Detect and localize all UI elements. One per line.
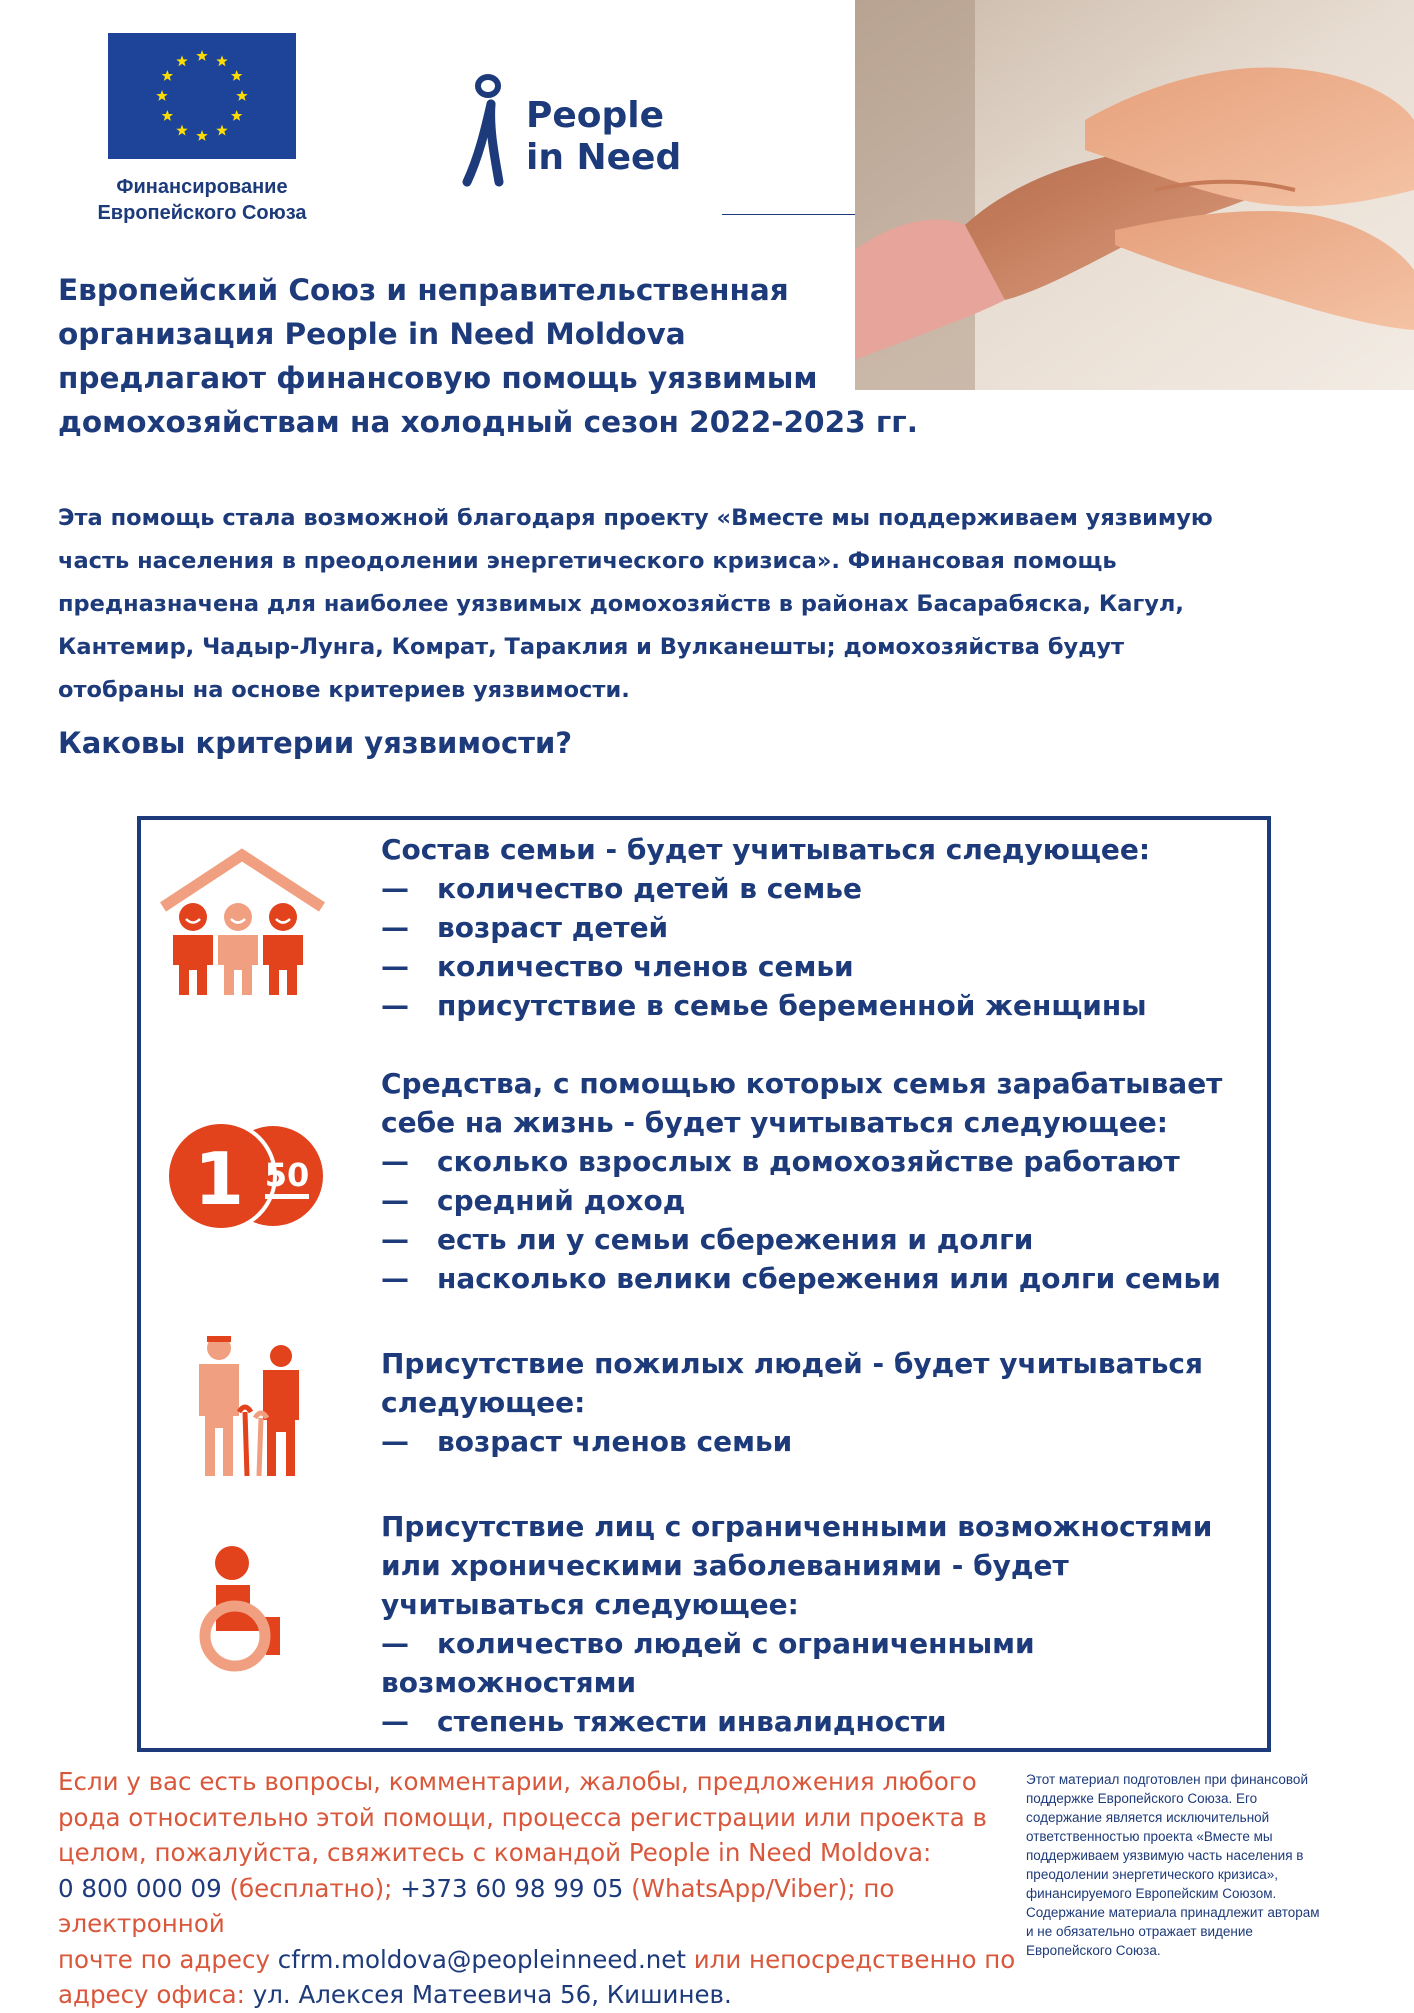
- dash: —: [381, 1705, 409, 1738]
- section-income-item: [381, 1142, 1251, 1181]
- coin-small-label: 50: [264, 1156, 310, 1194]
- contact-block: [58, 1764, 1018, 2013]
- eu-flag-logo: [108, 33, 296, 159]
- section-disability-item: [381, 1624, 1251, 1663]
- disclaimer-line: Европейского Союза.: [1026, 1943, 1161, 1958]
- criteria-question: Каковы критерии уязвимости?: [58, 726, 573, 760]
- item-text: насколько велики сбережения или долги семьи: [437, 1262, 1221, 1295]
- item-text: возраст членов семьи: [437, 1425, 793, 1458]
- intro-line: Эта помощь стала возможной благодаря проекту «Вместе мы поддерживаем уязвимую: [58, 505, 1213, 531]
- contact-line: целом, пожалуйста, свяжитесь с командой People in Need Moldova:: [58, 1838, 932, 1867]
- section-income-item: [381, 1181, 1251, 1220]
- address-label: адресу офиса:: [58, 1980, 253, 2009]
- intro-line: Кантемир, Чадыр-Лунга, Комрат, Тараклия и Вулканешты; домохозяйства будут: [58, 634, 1125, 660]
- contact-line: Если у вас есть вопросы, комментарии, жалобы, предложения любого: [58, 1767, 977, 1796]
- contact-line: [58, 1871, 1018, 1942]
- office-address: ул. Алексея Матеевича 56, Кишинев.: [252, 1980, 732, 2009]
- holding-hands-photo: [855, 0, 1414, 390]
- section-elderly-title: следующее:: [381, 1386, 586, 1419]
- headline-line: организация People in Need Moldova: [58, 317, 686, 351]
- people-in-need-logo: [455, 70, 695, 190]
- section-family-item: [381, 908, 1251, 947]
- phone-whatsapp[interactable]: +373 60 98 99 05: [400, 1873, 624, 1903]
- disclaimer-line: поддерживаем уязвимую часть населения в: [1026, 1848, 1304, 1863]
- item-text: количество детей в семье: [437, 872, 862, 905]
- contact-line: рода относительно этой помощи, процесса регистрации или проекта в: [58, 1802, 987, 1832]
- eu-caption-line2: Европейского Союза: [97, 202, 307, 224]
- email-link[interactable]: cfrm.moldova@peopleinneed.net: [277, 1944, 686, 1974]
- section-income-title: себе на жизнь - будет учитываться следующее:: [381, 1106, 1168, 1139]
- disclaimer-line: финансируемого Европейским Союзом.: [1026, 1886, 1277, 1901]
- dash: —: [381, 1627, 409, 1660]
- contact-line: [58, 1942, 1018, 1978]
- item-text: есть ли у семьи сбережения и долги: [437, 1223, 1034, 1256]
- phone-free-note: (бесплатно);: [221, 1873, 401, 1903]
- item-text: средний доход: [437, 1184, 686, 1217]
- section-family-item: [381, 986, 1251, 1025]
- section-disability-title: Присутствие лиц с ограниченными возможностями: [381, 1510, 1213, 1543]
- section-income-item: [381, 1220, 1251, 1259]
- headline-line: предлагают финансовую помощь уязвимым: [58, 361, 818, 395]
- eu-caption-line1: Финансирование: [116, 176, 288, 198]
- section-elderly-title: Присутствие пожилых людей - будет учитываться: [381, 1347, 1203, 1380]
- section-family-item: [381, 947, 1251, 986]
- disclaimer-line: содержание является исключительной: [1026, 1810, 1270, 1825]
- contact-line: [58, 1977, 1018, 2013]
- email-after: или непосредственно по: [685, 1944, 1016, 1974]
- headline-line: Европейский Союз и неправительственная: [58, 273, 789, 307]
- dash: —: [381, 1145, 409, 1178]
- dash: —: [381, 989, 409, 1022]
- pin-logo-line2: in Need: [526, 137, 682, 178]
- intro-line: предназначена для наиболее уязвимых домохозяйств в районах Басарабяска, Кагул,: [58, 591, 1184, 617]
- disclaimer-line: преодолении энергетического кризиса»,: [1026, 1867, 1279, 1882]
- section-disability-item-continued: возможностями: [381, 1666, 637, 1699]
- item-text: степень тяжести инвалидности: [437, 1705, 947, 1738]
- item-text: сколько взрослых в домохозяйстве работают: [437, 1145, 1180, 1178]
- section-disability-item: [381, 1702, 1251, 1741]
- section-income-item: [381, 1259, 1251, 1298]
- dash: —: [381, 950, 409, 983]
- coins-icon: [165, 1120, 330, 1235]
- item-text: возраст детей: [437, 911, 669, 944]
- coin-large-label: 1: [193, 1137, 245, 1221]
- dash: —: [381, 1425, 409, 1458]
- intro-line: отобраны на основе критериев уязвимости.: [58, 677, 630, 703]
- disclaimer-line: и не обязательно отражает видение: [1026, 1924, 1253, 1939]
- wheelchair-icon: [190, 1545, 305, 1675]
- intro-line: часть населения в преодолении энергетического кризиса». Финансовая помощь: [58, 548, 1117, 574]
- intro-paragraph: [58, 497, 1358, 712]
- eu-funding-caption: [70, 174, 334, 226]
- section-elderly-item: [381, 1422, 1251, 1461]
- dash: —: [381, 911, 409, 944]
- section-disability-title: учитываться следующее:: [381, 1588, 799, 1621]
- disclaimer-line: Содержание материала принадлежит авторам: [1026, 1905, 1320, 1920]
- dash: —: [381, 1184, 409, 1217]
- pin-logo-line1: People: [526, 95, 665, 136]
- family-house-icon: [155, 845, 330, 1005]
- disclaimer-line: поддержке Европейского Союза. Его: [1026, 1791, 1258, 1806]
- item-text: количество членов семьи: [437, 950, 854, 983]
- item-text: присутствие в семье беременной женщины: [437, 989, 1147, 1022]
- elderly-couple-icon: [185, 1328, 315, 1478]
- phone-free[interactable]: 0 800 000 09: [58, 1873, 222, 1903]
- section-income-title: Средства, с помощью которых семья зарабатывает: [381, 1067, 1223, 1100]
- section-disability-title: или хроническими заболеваниями - будет: [381, 1549, 1069, 1582]
- dash: —: [381, 1262, 409, 1295]
- disclaimer-line: ответственностью проекта «Вместе мы: [1026, 1829, 1273, 1844]
- section-family-item: [381, 869, 1251, 908]
- header-divider: [722, 214, 856, 215]
- dash: —: [381, 1223, 409, 1256]
- dash: —: [381, 872, 409, 905]
- headline: [58, 268, 938, 444]
- eu-disclaimer: [1026, 1770, 1396, 1960]
- item-text: количество людей с ограниченными: [437, 1627, 1035, 1660]
- disclaimer-line: Этот материал подготовлен при финансовой: [1026, 1772, 1308, 1787]
- section-family-title: Состав семьи - будет учитываться следующее:: [381, 833, 1151, 866]
- headline-line: домохозяйствам на холодный сезон 2022-2023 гг.: [58, 405, 918, 439]
- phone-whatsapp-note: (WhatsApp/Viber); по электронной: [58, 1873, 895, 1938]
- email-label: почте по адресу: [58, 1944, 278, 1974]
